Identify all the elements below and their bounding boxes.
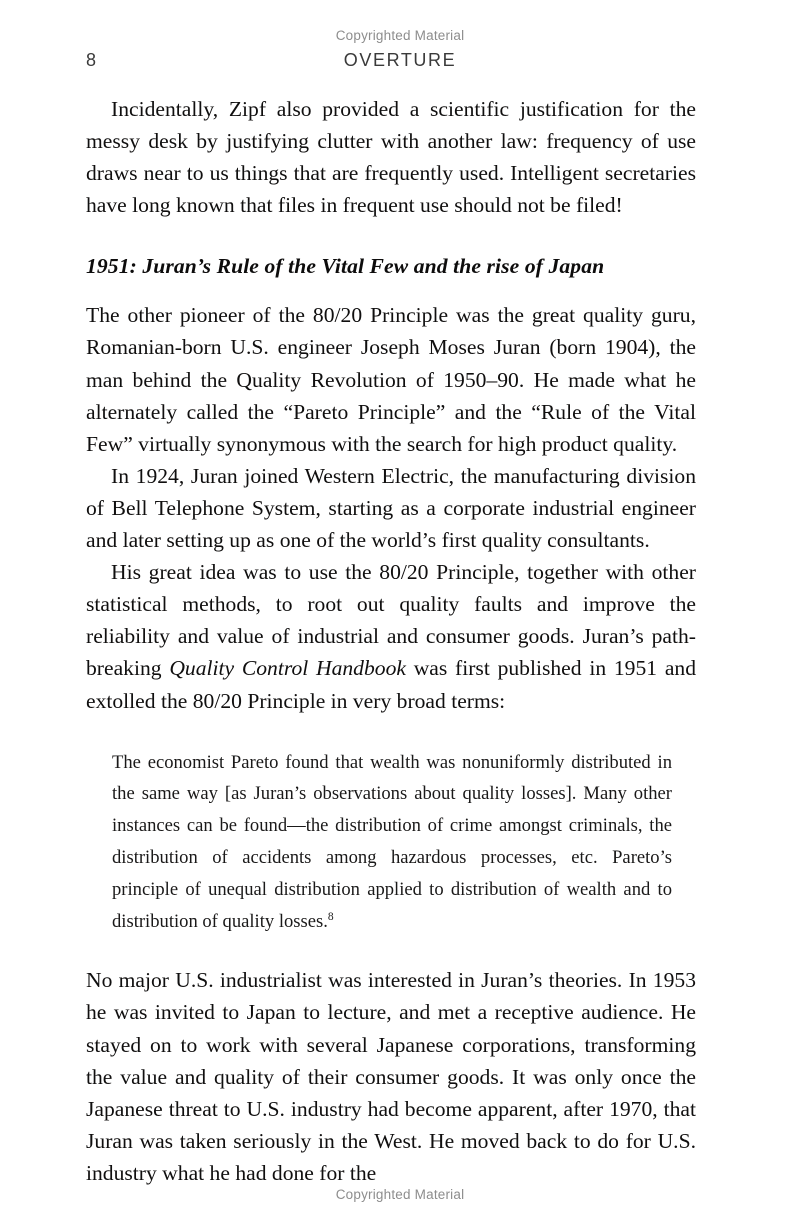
spacer-before-heading [86, 221, 696, 251]
spacer-after-heading [86, 281, 696, 299]
paragraph-his-great-idea-lead: His great idea was to use the 80/20 Principle, together with other statistical methods, to root out quality faults and improve the reliability and value of industrial and consumer goods. Juran’s path-breaking [86, 560, 696, 681]
book-title-quality-control-handbook: Quality Control Handbook [169, 656, 406, 681]
blockquote-juran-pareto [86, 747, 696, 938]
section-heading: 1951: Juran’s Rule of the Vital Few and the rise of Japan [86, 254, 605, 279]
paragraph-other-pioneer: The other pioneer of the 80/20 Principle was the great quality guru, Romanian-born U.S. engineer Joseph Moses Juran (born 1904), the man behind the Quality Revolution of 1950–90. He made what he alternately called the “Pareto Principle” and the “Rule of the Vital Few” virtually synonymous with the search for high product quality. [86, 303, 696, 456]
footnote-reference-marker: 8 [327, 910, 334, 923]
paragraph-his-great-idea [86, 556, 696, 716]
spacer-before-blockquote [86, 717, 696, 747]
paragraph-no-major-industrialist: No major U.S. industrialist was interested in Juran’s theories. In 1953 he was invited to Japan to lecture, and met a receptive audience. He stayed on to work with several Japanese corporations, transforming the value and quality of their consumer goods. It was only once the Japanese threat to U.S. industry had become apparent, after 1970, that Juran was taken seriously in the West. He moved back to do for U.S. industry what he had done for the [86, 968, 696, 1185]
copyright-watermark-bottom: Copyrighted Material [335, 1187, 465, 1202]
paragraph-his-great-idea-tail: was first published in 1951 and extolled the 80/20 Principle in very broad terms: [86, 656, 696, 713]
copyright-watermark-top: Copyrighted Material [335, 28, 465, 43]
paragraph-in-1924: In 1924, Juran joined Western Electric, the manufacturing division of Bell Telephone System, starting as a corporate industrial engineer and later setting up as one of the world’s first quality consultants. [86, 463, 696, 553]
text-block [86, 93, 696, 1189]
paragraph-incidentally-zipf: Incidentally, Zipf also provided a scientific justification for the messy desk by justifying clutter with another law: frequency of use draws near to us things that are frequently used. Intelligent secretaries have long known that files in frequent use should not be filed! [86, 97, 696, 218]
blockquote-paragraph [112, 747, 672, 938]
page-number: 8 [86, 50, 97, 70]
blockquote-text: The economist Pareto found that wealth was nonuniformly distributed in the same way [as Juran’s observations about quality losses]. Many other instances can be found—the distribution of crime amongst criminals, the distribution of accidents among hazardous processes, etc. Pareto’s principle of unequal distribution applied to distribution of wealth and to distribution of quality losses. [112, 751, 672, 932]
spacer-after-blockquote [86, 937, 696, 964]
running-head: OVERTURE [343, 50, 457, 70]
